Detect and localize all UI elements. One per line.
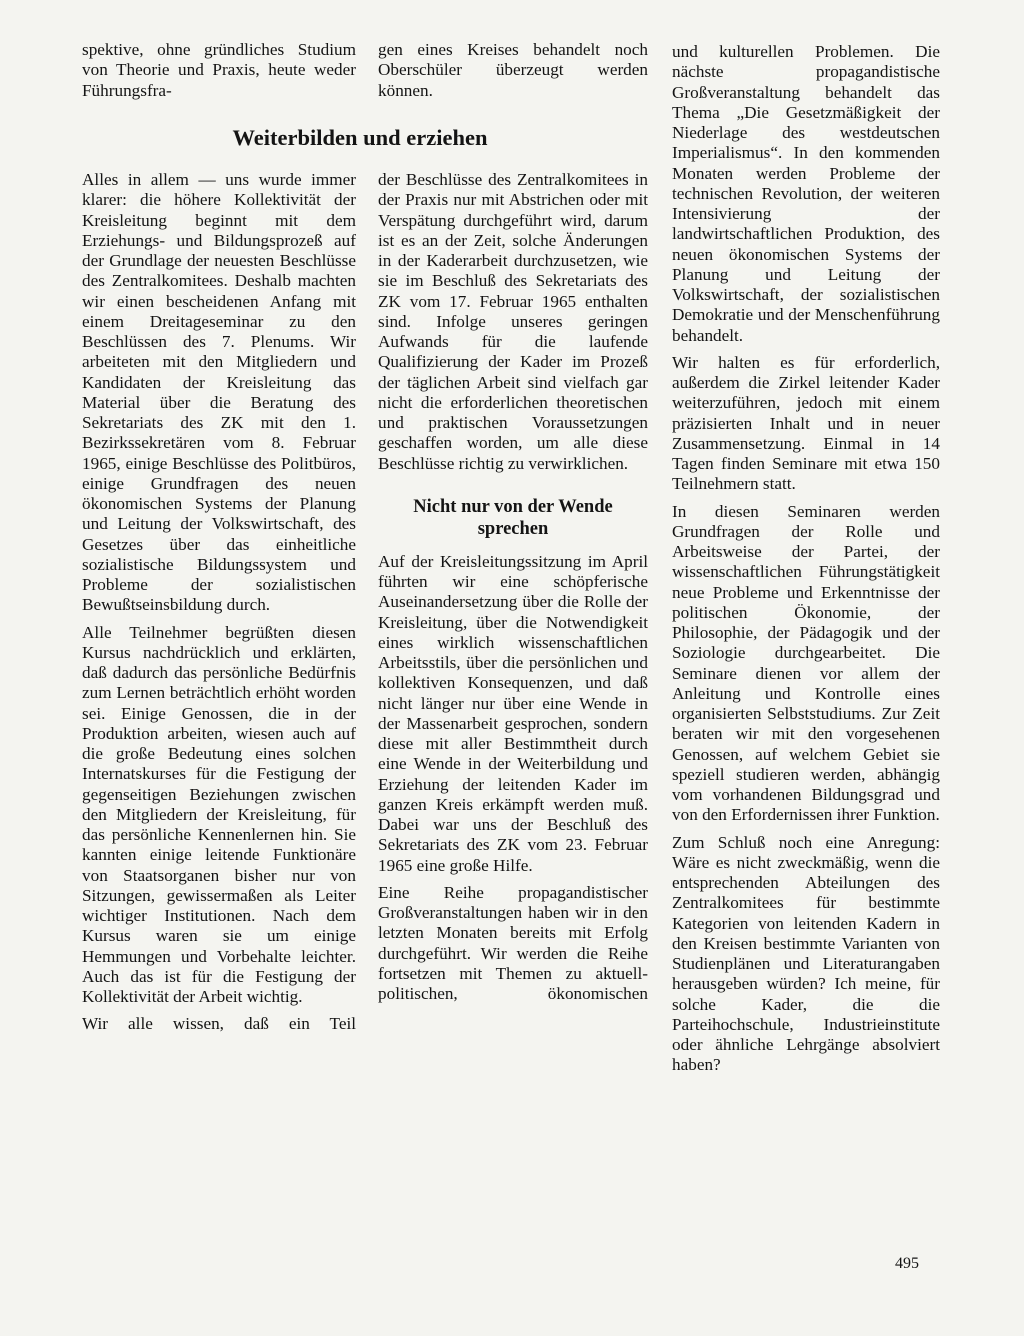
paragraph: Eine Reihe propagandistischer Großveranstaltungen haben wir in den letzten Monaten bereits mit Erfolg durchgeführt. Wir werden die Reihe fortsetzen mit Themen zu aktuell-politischen, ökonomischen — [378, 882, 648, 1003]
column-2-top — [378, 40, 648, 101]
paragraph-continuation-2: gen eines Kreises behandelt noch Oberschüler überzeugt werden können. — [378, 40, 648, 100]
paragraph: Zum Schluß noch eine Anregung: Wäre es nicht zweckmäßig, wenn die entsprechenden Abteilungen des Zentralkomitees für bestimmte Kategorien von leitenden Kadern in den Kreisen bestimmte Varianten von Studienplänen und Literaturangaben herausgeben würden? Ich meine, für solche Kader, die die Parteihochschule, Industrieinstitute oder ähnliche Lehrgänge absolviert haben? — [672, 832, 940, 1075]
paragraph: In diesen Seminaren werden Grundfragen der Rolle und Arbeitsweise der Partei, der wissenschaftlichen Führungstätigkeit neue Probleme und Erkenntnisse der politischen Ökonomie, der Philosophie, der Pädagogik und der Soziologie durchgearbeitet. Die Seminare dienen vor allem der Anleitung und Kontrolle eines organisierten Selbststudiums. Zur Zeit beraten wir mit den vorgesehenen Genossen, auf welchem Gebiet sie speziell studieren werden, abhängig vom vorhandenen Bildungsgrad und von den Erfordernissen ihrer Funktion. — [672, 501, 940, 825]
paragraph-continuation-1: spektive, ohne gründliches Studium von Theorie und Praxis, heute weder Führungsfra- — [82, 40, 356, 100]
paragraph: Alle Teilnehmer begrüßten diesen Kursus nachdrücklich und erklärten, daß dadurch das persönliche Bedürfnis zum Lernen beträchtlich erhöht worden sei. Einige Genossen, die in der Produktion arbeiten, wiesen auch auf die große Bedeutung eines solchen Internatskurses für die Festigung der gegenseitigen Beziehungen zwischen den Mitgliedern der Kreisleitung, für das persönliche Kennenlernen hin. Sie kannten einige leitende Funktionäre von Staatsorganen bisher nur von Sitzungen, gewissermaßen als Leiter wichtiger Institutionen. Nach dem Kursus waren sie um einige Hemmungen und Vorbehalte leichter. Auch das ist für die Festigung der Kollektivität der Arbeit wichtig. — [82, 622, 356, 1006]
paragraph: Auf der Kreisleitungssitzung im April führten wir eine schöpferische Auseinandersetzung über die Rolle der Kreisleitung, über die Notwendigkeit eines wirklich wissenschaftlichen Arbeitsstils, über die persönlichen und kollektiven Konsequenzen, und daß nicht länger nur über eine Wende in der Massenarbeit gesprochen, sondern diese mit aller Bestimmtheit durch eine Wende in der Weiterbildung und Erziehung der leitenden Kader im ganzen Kreis erkämpft werden muß. Dabei war uns der Beschluß des Sekretariats des ZK vom 23. Februar 1965 eine große Hilfe. — [378, 551, 648, 875]
paragraph: Wir halten es für erforderlich, außerdem die Zirkel leitender Kader weiterzuführen, jedoch mit einem präzisierten Inhalt und in neuer Zusammensetzung. Einmal in 14 Tagen finden Seminare mit etwa 150 Teilnehmern statt. — [672, 352, 940, 494]
column-2 — [378, 170, 648, 1004]
column-3 — [672, 42, 940, 1076]
section-heading: Weiterbilden und erziehen — [232, 125, 488, 150]
paragraph: und kulturellen Problemen. Die nächste propagandistische Großveranstaltung behandelt das Thema „Die Gesetzmäßigkeit der Niederlage des westdeutschen Imperialismus“. In den kommenden Monaten werden Probleme der technischen Revolution, der weiteren Intensivierung der landwirtschaftlichen Produktion, des neuen ökonomischen Systems der Planung und Leitung der Volkswirtschaft, der sozialistischen Demokratie und der Menschenführung behandelt. — [672, 42, 940, 345]
subsection-heading: Nicht nur von der Wende sprechen — [413, 496, 613, 539]
column-1-top — [82, 40, 356, 101]
paragraph: Alles in allem — uns wurde immer klarer: die höhere Kollektivität der Kreisleitung beginnt mit dem Erziehungs- und Bildungsprozeß auf der Grundlage der neuesten Beschlüsse des Zentralkomitees. Deshalb machten wir einen bescheidenen Anfang mit einem Dreitageseminar zu den Beschlüssen des 7. Plenums. Wir arbeiteten mit den Mitgliedern und Kandidaten der Kreisleitung das Material über die Beratung des Sekretariats des ZK mit den 1. Bezirkssekretären vom 8. Februar 1965, einige Beschlüsse des Politbüros, einige Grundfragen des neuen ökonomischen Systems der Planung und Leitung der Volkswirtschaft, des Gesetzes über das einheitliche sozialistische Bildungssystem und Probleme der sozialistischen Bewußtseinsbildung durch. — [82, 170, 356, 615]
page-number: 495 — [895, 1255, 919, 1272]
paragraph: Wir alle wissen, daß ein Teil — [82, 1014, 356, 1034]
paragraph: der Beschlüsse des Zentralkomitees in der Praxis nur mit Abstrichen oder mit Verspätung durchgeführt wird, darum ist es an der Zeit, solche Änderungen in der Kaderarbeit durchzusetzen, wie sie im Beschluß des Sekretariats des ZK vom 17. Februar 1965 enthalten sind. Infolge unseres geringen Aufwands für die laufende Qualifizierung der Kader im Prozeß der täglichen Arbeit sind vielfach gar nicht die erforderlichen theoretischen und praktischen Voraussetzungen geschaffen worden, um alle diese Beschlüsse richtig zu verwirklichen. — [378, 170, 648, 473]
column-1 — [82, 170, 356, 1035]
